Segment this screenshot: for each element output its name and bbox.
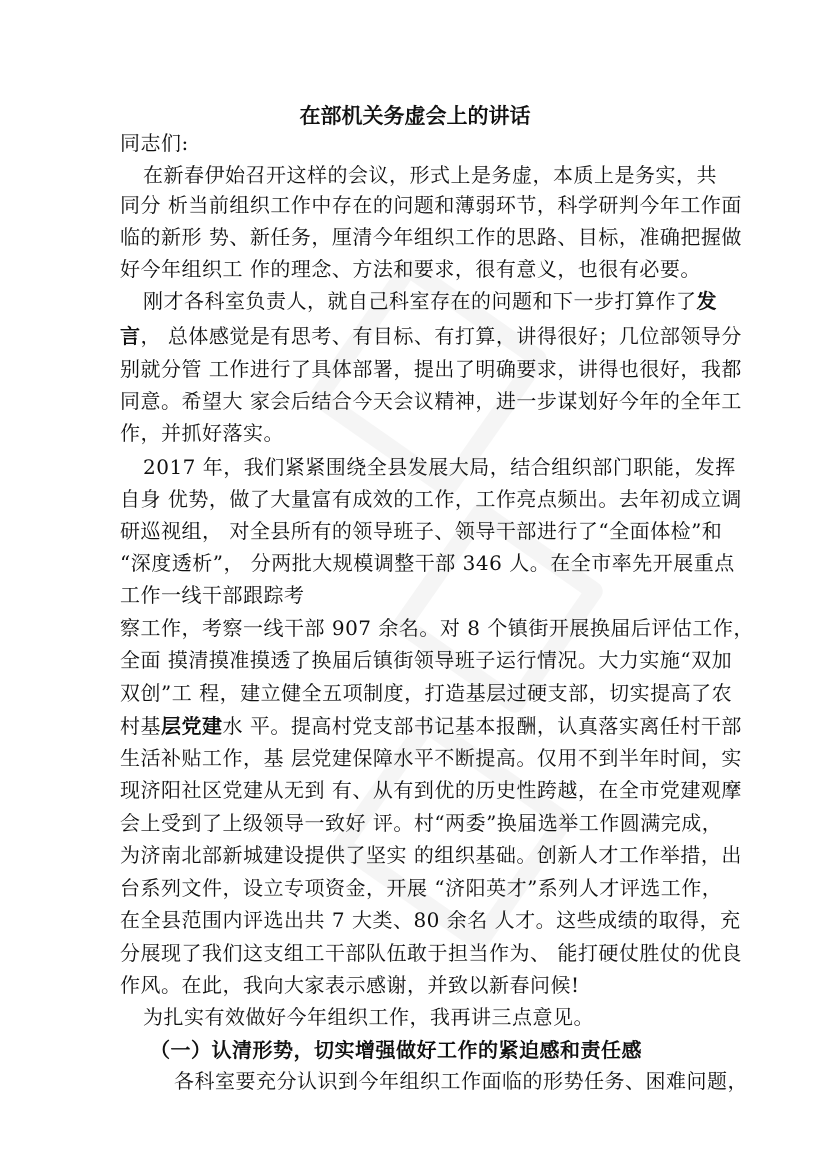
paragraph-line: 2017 年，我们紧紧围绕全县发展大局，结合组织部门职能，发挥	[143, 455, 736, 479]
paragraph-line: 分展现了我们这支组工干部队伍敢于担当作为、 能打硬仗胜仗的优良	[120, 941, 742, 965]
text-run: 水 平。提高村党支部书记基本报酬，认真落实离任村干部	[222, 714, 742, 738]
paragraph-line	[120, 711, 742, 741]
salutation: 同志们:	[120, 131, 189, 155]
bold-text-run: 层党建	[161, 714, 223, 738]
paragraph-line: 好今年组织工 作的理念、方法和要求，很有意义，也很有必要。	[120, 257, 701, 281]
paragraph-line: 在新春伊始召开这样的会议，形式上是务虚，本质上是务实，共	[143, 163, 717, 187]
paragraph-line: 各科室要充分认识到今年组织工作面临的形势任务、困难问题，	[174, 1069, 748, 1093]
paragraph-line: “深度透析”， 分两批大规模调整干部 346 人。在全市率先开展重点	[120, 551, 735, 575]
paragraph-line: 别就分管 工作进行了具体部署，提出了明确要求，讲得也很好，我都	[120, 357, 742, 381]
paragraph-line: 双创”工 程，建立健全五项制度，打造基层过硬支部，切实提高了农	[120, 681, 733, 705]
text-run: 村基	[120, 714, 161, 738]
paragraph-line: 生活补贴工作，基 层党建保障水平不断提高。仅用不到半年时间，实	[120, 746, 742, 770]
paragraph-line: 察工作，考察一线干部 907 余名。对 8 个镇街开展换届后评估工作，	[120, 616, 754, 640]
paragraph-line: 研巡视组， 对全县所有的领导班子、领导干部进行了“全面体检”和	[120, 519, 723, 543]
paragraph-line: 全面 摸清摸准摸透了换届后镇街领导班子运行情况。大力实施“双加	[120, 648, 733, 672]
bold-text-run: 言	[120, 324, 141, 348]
paragraph-line	[120, 321, 742, 351]
paragraph-line: 临的新形 势、新任务，厘清今年组织工作的思路、目标，准确把握做	[120, 225, 742, 249]
paragraph-line: 在全县范围内评选出共 7 大类、80 余名 人才。这些成绩的取得，充	[120, 908, 741, 932]
paragraph-line: 台系列文件，设立专项资金，开展 “济阳英才”系列人才评选工作，	[120, 876, 723, 900]
document-title: 在部机关务虚会上的讲话	[299, 104, 531, 128]
paragraph-line: 作，并抓好落实。	[120, 421, 284, 445]
paragraph-line: 同分 析当前组织工作中存在的问题和薄弱环节，科学研判今年工作面	[120, 193, 742, 217]
paragraph-line: 为扎实有效做好今年组织工作，我再讲三点意见。	[143, 1005, 594, 1029]
paragraph-line: 为济南北部新城建设提供了坚实 的组织基础。创新人才工作举措，出	[120, 843, 742, 867]
paragraph-line: 会上受到了上级领导一致好 评。村“两委”换届选举工作圆满完成，	[120, 811, 723, 835]
paragraph-line: 同意。希望大 家会后结合今天会议精神，进一步谋划好今年的全年工	[120, 389, 742, 413]
bold-text-run: 发	[696, 289, 717, 313]
section-heading: （一）认清形势，切实增强做好工作的紧迫感和责任感	[150, 1038, 642, 1062]
paragraph-line: 工作一线干部跟踪考	[120, 583, 305, 607]
paragraph-line: 作风。在此，我向大家表示感谢，并致以新春问候!	[120, 973, 580, 997]
paragraph-line	[143, 286, 717, 316]
text-run: 刚才各科室负责人，就自己科室存在的问题和下一步打算作了	[143, 289, 697, 313]
text-run: ， 总体感觉是有思考、有目标、有打算，讲得很好；几位部领导分	[140, 324, 742, 348]
paragraph-line: 现济阳社区党建从无到 有、从有到优的历史性跨越，在全市党建观摩	[120, 778, 742, 802]
paragraph-line: 自身 优势，做了大量富有成效的工作，工作亮点频出。去年初成立调	[120, 487, 742, 511]
